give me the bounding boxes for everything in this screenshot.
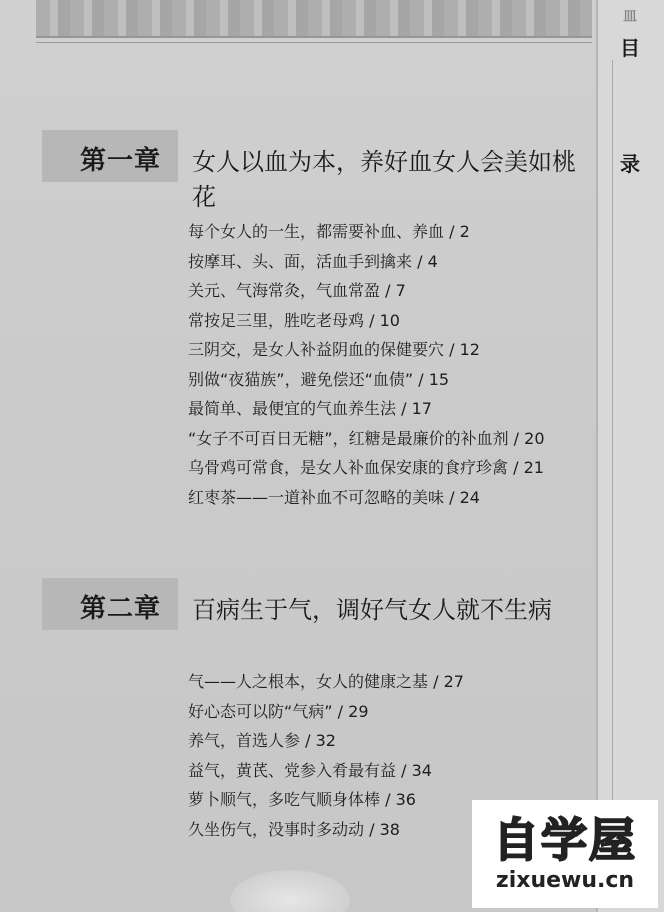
toc-entry[interactable]: 每个女人的一生，都需要补血、养血 / 2: [188, 222, 470, 241]
toc-entry[interactable]: “女子不可百日无糖”，红糖是最廉价的补血剂 / 20: [188, 428, 545, 448]
toc-entry[interactable]: 久坐伤气，没事时多动动 / 38: [188, 819, 400, 839]
flower-illustration: [230, 870, 350, 912]
toc-entry[interactable]: 三阴交，是女人补益阴血的保健要穴 / 12: [188, 340, 480, 359]
chapter-1-entry-list: [188, 217, 545, 512]
watermark-url: zixuewu.cn: [495, 868, 635, 893]
decorative-border: [36, 0, 592, 38]
toc-entry[interactable]: 益气，黄芪、党参入肴最有益 / 34: [188, 760, 432, 780]
toc-entry[interactable]: 乌骨鸡可常食，是女人补血保安康的食疗珍禽 / 21: [188, 458, 544, 477]
watermark-logo: [472, 800, 658, 908]
toc-entry[interactable]: 红枣茶——一道补血不可忽略的美味 / 24: [188, 487, 480, 507]
chapter-1-label: 第一章: [80, 146, 162, 176]
toc-entry[interactable]: 关元、气海常灸，气血常盈 / 7: [188, 281, 406, 300]
border-line: [36, 42, 592, 43]
chapter-1-heading: [42, 130, 598, 211]
side-nav-top-mark: 皿: [623, 9, 637, 25]
side-nav-label-lu: 录: [620, 152, 640, 176]
chapter-2-entry-list: [188, 667, 464, 844]
toc-entry[interactable]: 好心态可以防“气病” / 29: [188, 701, 369, 721]
toc-entry[interactable]: 萝卜顺气，多吃气顺身体棒 / 36: [188, 790, 416, 809]
toc-entry[interactable]: 养气，首选人参 / 32: [188, 731, 336, 750]
toc-entry[interactable]: 按摩耳、头、面，活血手到擒来 / 4: [188, 251, 438, 271]
toc-entry[interactable]: 常按足三里，胜吃老母鸡 / 10: [188, 310, 400, 330]
watermark-logo-text: 自学屋: [493, 813, 637, 867]
toc-entry[interactable]: 气——人之根本，女人的健康之基 / 27: [188, 672, 464, 691]
chapter-1-title: 女人以血为本，养好血女人会美如桃花: [192, 148, 576, 211]
chapter-2-label: 第二章: [80, 594, 162, 624]
toc-entry[interactable]: 最简单、最便宜的气血养生法 / 17: [188, 399, 432, 418]
toc-entry[interactable]: 别做“夜猫族”，避免偿还“血债” / 15: [188, 369, 450, 389]
side-nav-divider: [612, 60, 613, 880]
chapter-2-heading: [42, 578, 598, 632]
side-nav-panel: [596, 0, 664, 912]
chapter-2-title: 百病生于气，调好气女人就不生病: [192, 596, 552, 624]
side-nav-label-mu: 目: [620, 36, 640, 60]
